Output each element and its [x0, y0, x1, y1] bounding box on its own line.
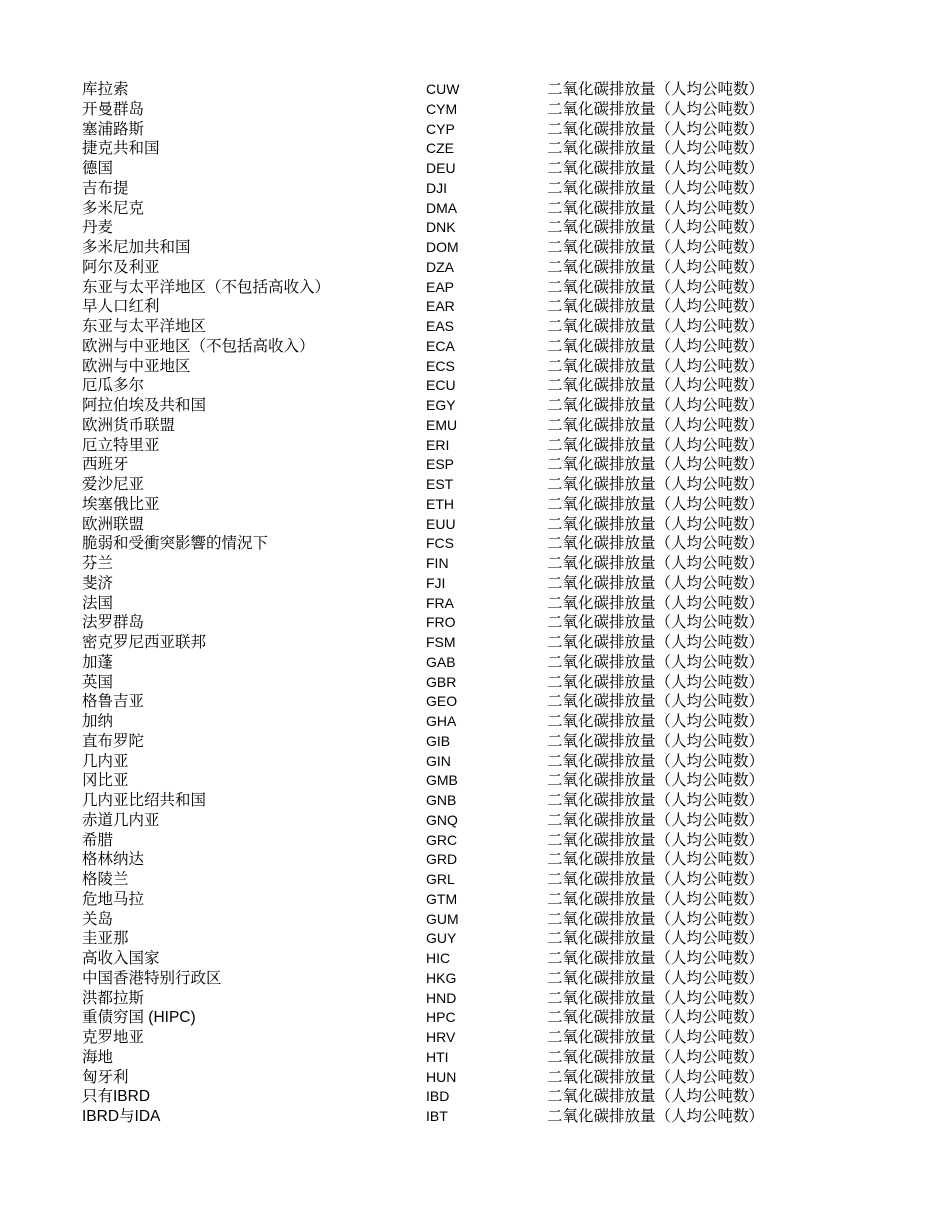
country-code-cell[interactable]: GBR	[426, 673, 457, 690]
country-code-cell[interactable]: DEU	[426, 160, 456, 176]
table-row[interactable]	[0, 1008, 950, 1028]
country-name-cell[interactable]: 洪都拉斯	[82, 989, 145, 1007]
indicator-name-cell[interactable]: 二氧化碳排放量（人均公吨数）	[547, 1088, 765, 1106]
country-name-cell[interactable]: 欧洲与中亚地区	[82, 357, 191, 375]
indicator-name-cell[interactable]: 二氧化碳排放量（人均公吨数）	[547, 436, 765, 454]
country-code-cell[interactable]: HKG	[426, 969, 457, 986]
country-name-cell[interactable]: 格鲁吉亚	[82, 693, 145, 711]
table-row[interactable]	[0, 929, 950, 949]
country-code-cell[interactable]: GIN	[426, 752, 451, 769]
indicator-name-cell[interactable]: 二氧化碳排放量（人均公吨数）	[547, 377, 765, 395]
indicator-name-cell[interactable]: 二氧化碳排放量（人均公吨数）	[547, 673, 765, 691]
country-name-cell[interactable]: 德国	[82, 160, 114, 177]
country-name-cell[interactable]: 阿拉伯埃及共和国	[82, 397, 207, 414]
table-row[interactable]	[0, 791, 950, 811]
indicator-name-cell[interactable]: 二氧化碳排放量（人均公吨数）	[547, 594, 765, 612]
country-name-cell[interactable]: 高收入国家	[82, 950, 160, 967]
country-code-cell[interactable]: HND	[426, 989, 457, 1006]
indicator-name-cell[interactable]: 二氧化碳排放量（人均公吨数）	[547, 239, 765, 256]
country-code-cell[interactable]: FRO	[426, 614, 456, 631]
table-row[interactable]	[0, 554, 950, 574]
indicator-name-cell[interactable]: 二氧化碳排放量（人均公吨数）	[547, 634, 765, 651]
indicator-name-cell[interactable]: 二氧化碳排放量（人均公吨数）	[547, 653, 765, 671]
indicator-name-cell[interactable]: 二氧化碳排放量（人均公吨数）	[547, 199, 765, 217]
country-code-cell[interactable]: GUY	[426, 930, 457, 947]
table-row[interactable]	[0, 1028, 950, 1048]
table-row[interactable]	[0, 633, 950, 653]
country-code-cell[interactable]: DZA	[426, 258, 454, 275]
country-code-cell[interactable]: CYM	[426, 100, 458, 117]
country-code-cell[interactable]: DOM	[426, 239, 459, 255]
country-code-cell[interactable]: GNB	[426, 792, 457, 808]
country-code-cell[interactable]: DNK	[426, 219, 456, 236]
table-row[interactable]	[0, 455, 950, 475]
country-code-cell[interactable]: GIB	[426, 732, 451, 749]
country-code-cell[interactable]: DMA	[426, 199, 458, 216]
indicator-name-cell[interactable]: 二氧化碳排放量（人均公吨数）	[547, 179, 765, 197]
table-row[interactable]	[0, 692, 950, 712]
country-name-cell[interactable]: 埃塞俄比亚	[82, 495, 160, 513]
country-name-cell[interactable]: 危地马拉	[82, 890, 145, 908]
table-row[interactable]	[0, 969, 950, 989]
country-name-cell[interactable]: 圭亚那	[82, 930, 129, 948]
table-row[interactable]	[0, 495, 950, 515]
country-name-cell[interactable]: 多米尼克	[82, 199, 145, 217]
country-code-cell[interactable]: EMU	[426, 416, 458, 433]
country-code-cell[interactable]: CYP	[426, 120, 455, 137]
country-name-cell[interactable]: 法国	[82, 594, 114, 612]
country-code-cell[interactable]: HRV	[426, 1029, 456, 1045]
table-row[interactable]	[0, 811, 950, 831]
indicator-name-cell[interactable]: 二氧化碳排放量（人均公吨数）	[547, 515, 765, 533]
table-row[interactable]	[0, 870, 950, 890]
indicator-name-cell[interactable]: 二氧化碳排放量（人均公吨数）	[547, 969, 765, 987]
table-row[interactable]	[0, 120, 950, 140]
country-name-cell[interactable]: 东亚与太平洋地区（不包括高收入）	[82, 278, 331, 296]
country-name-cell[interactable]: 冈比亚	[82, 772, 129, 790]
indicator-name-cell[interactable]: 二氧化碳排放量（人均公吨数）	[547, 811, 765, 829]
country-code-cell[interactable]: EAP	[426, 278, 455, 295]
country-name-cell[interactable]: 只有IBRD	[82, 1088, 151, 1106]
table-row[interactable]	[0, 534, 950, 554]
country-code-cell[interactable]: CUW	[426, 81, 460, 97]
table-row[interactable]	[0, 1068, 950, 1088]
country-code-cell[interactable]: EGY	[426, 397, 456, 413]
table-row[interactable]	[0, 613, 950, 633]
table-row[interactable]	[0, 1087, 950, 1107]
country-name-cell[interactable]: 欧洲货币联盟	[82, 416, 176, 434]
country-name-cell[interactable]: 直布罗陀	[82, 732, 145, 750]
indicator-name-cell[interactable]: 二氧化碳排放量（人均公吨数）	[547, 278, 765, 296]
table-row[interactable]	[0, 416, 950, 436]
indicator-name-cell[interactable]: 二氧化碳排放量（人均公吨数）	[547, 100, 765, 118]
indicator-name-cell[interactable]: 二氧化碳排放量（人均公吨数）	[547, 397, 765, 414]
indicator-name-cell[interactable]: 二氧化碳排放量（人均公吨数）	[547, 752, 765, 770]
country-name-cell[interactable]: 重债穷国 (HIPC)	[82, 1009, 196, 1027]
indicator-name-cell[interactable]: 二氧化碳排放量（人均公吨数）	[547, 318, 765, 335]
country-code-cell[interactable]: HIC	[426, 950, 451, 966]
country-name-cell[interactable]: IBRD与IDA	[82, 1108, 161, 1125]
country-name-cell[interactable]: 厄立特里亚	[82, 436, 160, 454]
country-code-cell[interactable]: DJI	[426, 179, 447, 196]
indicator-name-cell[interactable]: 二氧化碳排放量（人均公吨数）	[547, 140, 765, 158]
country-code-cell[interactable]: ECU	[426, 377, 456, 394]
table-row[interactable]	[0, 910, 950, 930]
country-code-cell[interactable]: IBD	[426, 1088, 450, 1105]
table-row[interactable]	[0, 376, 950, 396]
country-code-cell[interactable]: HUN	[426, 1068, 457, 1085]
table-row[interactable]	[0, 199, 950, 219]
country-name-cell[interactable]: 吉布提	[82, 179, 129, 197]
country-name-cell[interactable]: 加蓬	[82, 653, 114, 671]
table-row[interactable]	[0, 278, 950, 298]
indicator-name-cell[interactable]: 二氧化碳排放量（人均公吨数）	[547, 989, 765, 1007]
table-row[interactable]	[0, 337, 950, 357]
country-name-cell[interactable]: 开曼群岛	[82, 100, 145, 118]
indicator-name-cell[interactable]: 二氧化碳排放量（人均公吨数）	[547, 337, 765, 355]
table-row[interactable]	[0, 653, 950, 673]
indicator-name-cell[interactable]: 二氧化碳排放量（人均公吨数）	[547, 713, 765, 730]
country-code-cell[interactable]: EAS	[426, 318, 455, 334]
country-name-cell[interactable]: 希腊	[82, 831, 114, 849]
table-row[interactable]	[0, 574, 950, 594]
indicator-name-cell[interactable]: 二氧化碳排放量（人均公吨数）	[547, 1029, 765, 1046]
country-name-cell[interactable]: 塞浦路斯	[82, 120, 145, 138]
country-code-cell[interactable]: FJI	[426, 574, 446, 591]
table-row[interactable]	[0, 1048, 950, 1068]
indicator-name-cell[interactable]: 二氧化碳排放量（人均公吨数）	[547, 495, 765, 513]
table-row[interactable]	[0, 1107, 950, 1127]
country-code-cell[interactable]: GRL	[426, 871, 455, 887]
country-code-cell[interactable]: GRD	[426, 851, 458, 868]
country-name-cell[interactable]: 格陵兰	[82, 871, 129, 888]
country-name-cell[interactable]: 英国	[82, 673, 114, 691]
country-name-cell[interactable]: 欧洲联盟	[82, 515, 145, 533]
indicator-name-cell[interactable]: 二氧化碳排放量（人均公吨数）	[547, 416, 765, 434]
indicator-name-cell[interactable]: 二氧化碳排放量（人均公吨数）	[547, 792, 765, 809]
country-code-cell[interactable]: EUU	[426, 515, 456, 532]
indicator-name-cell[interactable]: 二氧化碳排放量（人均公吨数）	[547, 1068, 765, 1086]
table-row[interactable]	[0, 475, 950, 495]
country-code-cell[interactable]: GUM	[426, 910, 459, 927]
country-name-cell[interactable]: 关岛	[82, 910, 114, 928]
country-name-cell[interactable]: 欧洲与中亚地区（不包括高收入）	[82, 337, 315, 355]
table-row[interactable]	[0, 989, 950, 1009]
table-row[interactable]	[0, 357, 950, 377]
country-name-cell[interactable]: 丹麦	[82, 219, 114, 237]
indicator-name-cell[interactable]: 二氧化碳排放量（人均公吨数）	[547, 1048, 765, 1066]
table-row[interactable]	[0, 218, 950, 238]
country-code-cell[interactable]: FSM	[426, 634, 456, 650]
table-row[interactable]	[0, 515, 950, 535]
table-row[interactable]	[0, 159, 950, 179]
indicator-name-cell[interactable]: 二氧化碳排放量（人均公吨数）	[547, 357, 765, 375]
table-row[interactable]	[0, 238, 950, 258]
table-row[interactable]	[0, 850, 950, 870]
country-name-cell[interactable]: 克罗地亚	[82, 1029, 145, 1046]
country-name-cell[interactable]: 匈牙利	[82, 1068, 129, 1086]
spreadsheet-grid	[0, 80, 950, 1127]
indicator-name-cell[interactable]: 二氧化碳排放量（人均公吨数）	[547, 476, 765, 493]
indicator-name-cell[interactable]: 二氧化碳排放量（人均公吨数）	[547, 950, 765, 967]
country-name-cell[interactable]: 密克罗尼西亚联邦	[82, 634, 207, 651]
country-name-cell[interactable]: 脆弱和受衝突影響的情況下	[82, 535, 269, 553]
country-name-cell[interactable]: 阿尔及利亚	[82, 258, 160, 276]
country-code-cell[interactable]: GMB	[426, 772, 458, 789]
indicator-name-cell[interactable]: 二氧化碳排放量（人均公吨数）	[547, 219, 765, 237]
indicator-name-cell[interactable]: 二氧化碳排放量（人均公吨数）	[547, 871, 765, 888]
table-row[interactable]	[0, 831, 950, 851]
indicator-name-cell[interactable]: 二氧化碳排放量（人均公吨数）	[547, 831, 765, 849]
country-code-cell[interactable]: EST	[426, 476, 454, 492]
country-code-cell[interactable]: EAR	[426, 298, 455, 315]
country-code-cell[interactable]: IBT	[426, 1108, 448, 1124]
country-name-cell[interactable]: 赤道几内亚	[82, 811, 160, 829]
table-row[interactable]	[0, 139, 950, 159]
table-row[interactable]	[0, 594, 950, 614]
table-row[interactable]	[0, 949, 950, 969]
table-row[interactable]	[0, 732, 950, 752]
country-code-cell[interactable]: FIN	[426, 555, 449, 571]
indicator-name-cell[interactable]: 二氧化碳排放量（人均公吨数）	[547, 1108, 765, 1125]
table-row[interactable]	[0, 712, 950, 732]
country-code-cell[interactable]: FCS	[426, 535, 454, 552]
table-row[interactable]	[0, 673, 950, 693]
indicator-name-cell[interactable]: 二氧化碳排放量（人均公吨数）	[547, 890, 765, 908]
country-code-cell[interactable]: HTI	[426, 1048, 449, 1065]
country-code-cell[interactable]: GHA	[426, 713, 457, 729]
country-code-cell[interactable]: ECS	[426, 357, 455, 374]
table-row[interactable]	[0, 179, 950, 199]
country-name-cell[interactable]: 爱沙尼亚	[82, 476, 145, 493]
country-code-cell[interactable]: ESP	[426, 456, 455, 473]
indicator-name-cell[interactable]: 二氧化碳排放量（人均公吨数）	[547, 930, 765, 948]
table-row[interactable]	[0, 890, 950, 910]
country-name-cell[interactable]: 几内亚比绍共和国	[82, 792, 207, 809]
country-code-cell[interactable]: HPC	[426, 1009, 456, 1026]
indicator-name-cell[interactable]: 二氧化碳排放量（人均公吨数）	[547, 160, 765, 177]
indicator-name-cell[interactable]: 二氧化碳排放量（人均公吨数）	[547, 614, 765, 632]
country-name-cell[interactable]: 加纳	[82, 713, 114, 730]
country-name-cell[interactable]: 几内亚	[82, 752, 129, 770]
table-row[interactable]	[0, 771, 950, 791]
country-code-cell[interactable]: FRA	[426, 594, 454, 611]
country-name-cell[interactable]: 多米尼加共和国	[82, 239, 191, 256]
country-name-cell[interactable]: 西班牙	[82, 456, 129, 474]
indicator-name-cell[interactable]: 二氧化碳排放量（人均公吨数）	[547, 456, 765, 474]
country-code-cell[interactable]: GEO	[426, 693, 458, 710]
country-code-cell[interactable]: GAB	[426, 653, 456, 670]
indicator-name-cell[interactable]: 二氧化碳排放量（人均公吨数）	[547, 535, 765, 553]
country-name-cell[interactable]: 厄瓜多尔	[82, 377, 145, 395]
indicator-name-cell[interactable]: 二氧化碳排放量（人均公吨数）	[547, 693, 765, 711]
table-row[interactable]	[0, 317, 950, 337]
country-name-cell[interactable]: 东亚与太平洋地区	[82, 318, 207, 335]
indicator-name-cell[interactable]: 二氧化碳排放量（人均公吨数）	[547, 851, 765, 869]
country-name-cell[interactable]: 捷克共和国	[82, 140, 160, 158]
country-name-cell[interactable]: 斐济	[82, 574, 114, 592]
table-row[interactable]	[0, 297, 950, 317]
country-code-cell[interactable]: ERI	[426, 436, 450, 453]
indicator-name-cell[interactable]: 二氧化碳排放量（人均公吨数）	[547, 574, 765, 592]
country-name-cell[interactable]: 格林纳达	[82, 851, 145, 869]
table-row[interactable]	[0, 436, 950, 456]
indicator-name-cell[interactable]: 二氧化碳排放量（人均公吨数）	[547, 81, 765, 98]
table-row[interactable]	[0, 80, 950, 100]
country-name-cell[interactable]: 芬兰	[82, 555, 114, 572]
indicator-name-cell[interactable]: 二氧化碳排放量（人均公吨数）	[547, 732, 765, 750]
country-code-cell[interactable]: ETH	[426, 495, 454, 512]
indicator-name-cell[interactable]: 二氧化碳排放量（人均公吨数）	[547, 772, 765, 790]
indicator-name-cell[interactable]: 二氧化碳排放量（人均公吨数）	[547, 555, 765, 572]
table-row[interactable]	[0, 100, 950, 120]
country-code-cell[interactable]: ECA	[426, 337, 455, 354]
country-code-cell[interactable]: GTM	[426, 890, 458, 907]
indicator-name-cell[interactable]: 二氧化碳排放量（人均公吨数）	[547, 120, 765, 138]
country-code-cell[interactable]: GNQ	[426, 811, 458, 828]
table-row[interactable]	[0, 396, 950, 416]
indicator-name-cell[interactable]: 二氧化碳排放量（人均公吨数）	[547, 910, 765, 928]
country-name-cell[interactable]: 海地	[82, 1048, 114, 1066]
country-name-cell[interactable]: 中国香港特别行政区	[82, 969, 222, 987]
table-row[interactable]	[0, 752, 950, 772]
country-name-cell[interactable]: 早人口红利	[82, 298, 160, 316]
country-name-cell[interactable]: 库拉索	[82, 81, 129, 98]
country-code-cell[interactable]: GRC	[426, 831, 458, 848]
country-code-cell[interactable]: CZE	[426, 140, 454, 157]
indicator-name-cell[interactable]: 二氧化碳排放量（人均公吨数）	[547, 258, 765, 276]
country-name-cell[interactable]: 法罗群岛	[82, 614, 145, 632]
indicator-name-cell[interactable]: 二氧化碳排放量（人均公吨数）	[547, 1009, 765, 1027]
indicator-name-cell[interactable]: 二氧化碳排放量（人均公吨数）	[547, 298, 765, 316]
table-row[interactable]	[0, 258, 950, 278]
